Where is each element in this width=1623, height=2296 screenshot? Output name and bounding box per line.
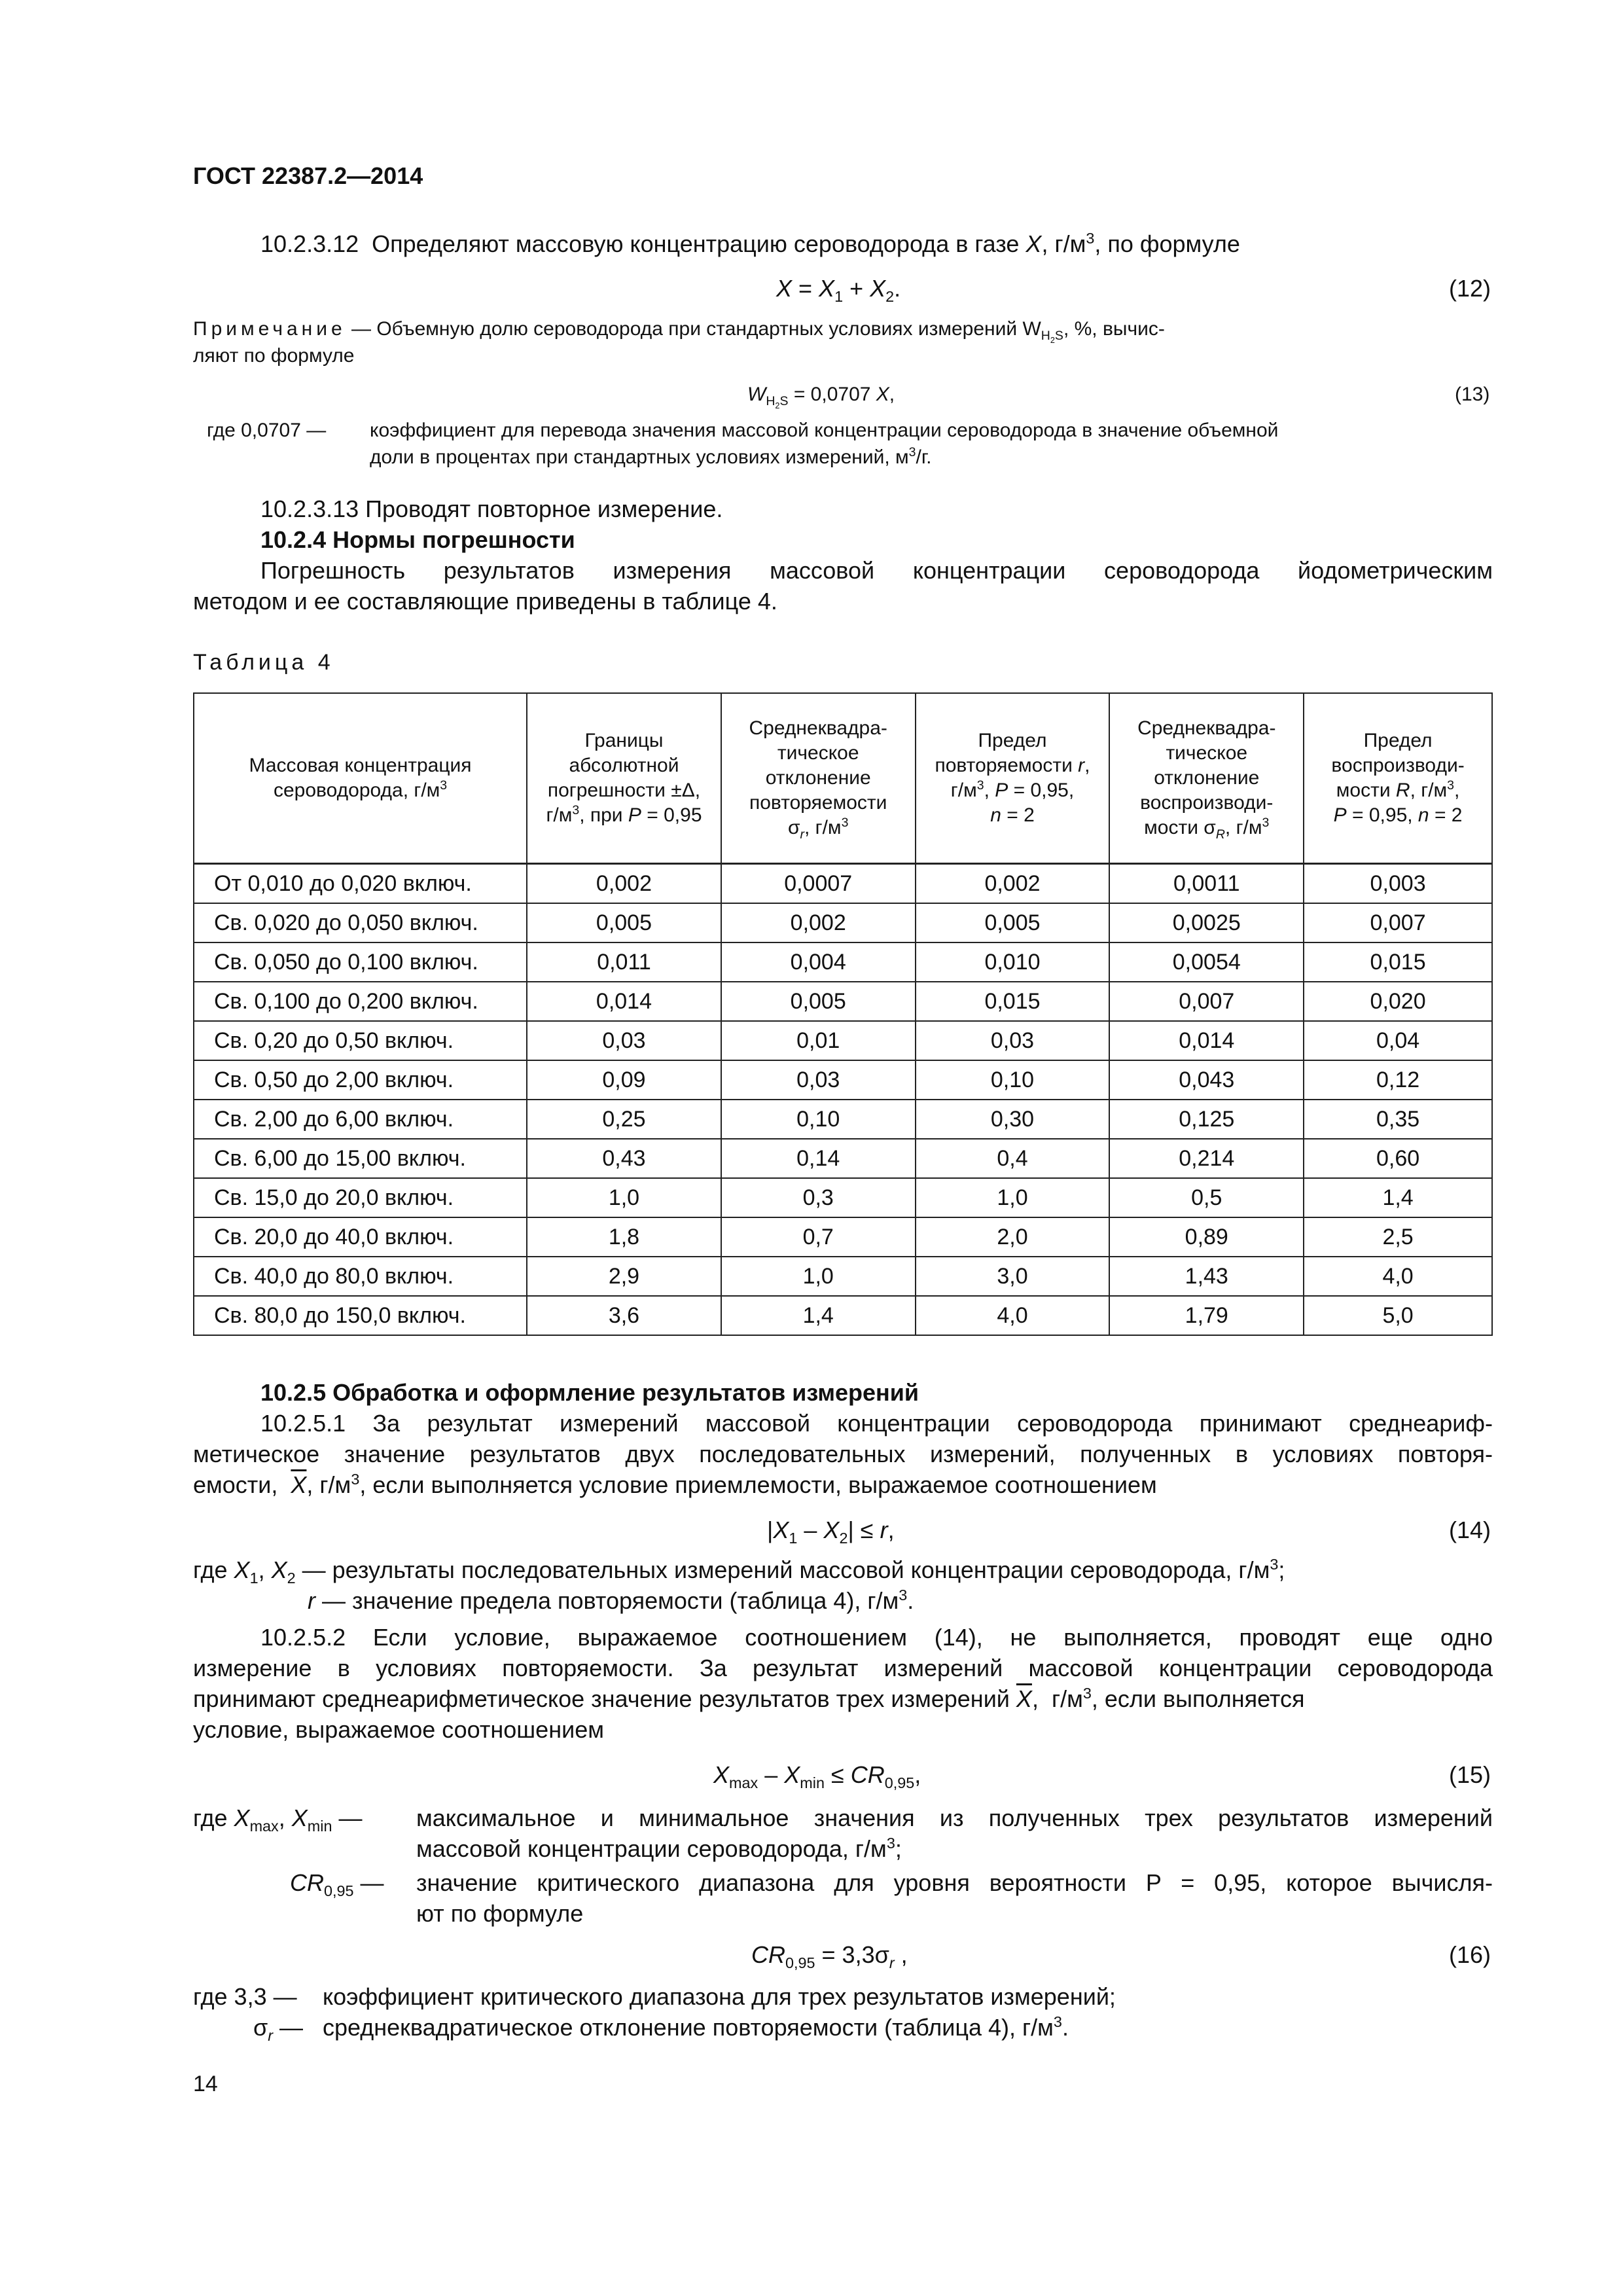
- table-cell-range: Св. 20,0 до 40,0 включ.: [194, 1217, 527, 1257]
- table-row: [194, 1021, 1492, 1060]
- note-text: — Объемную долю сероводорода при стандартных условиях измерений $W_{H_2S}$, %, вычис-: [346, 318, 1165, 345]
- formula-16-where-label-1: где 3,3 —: [193, 1983, 297, 2010]
- table-cell-value: 0,015: [916, 982, 1110, 1021]
- table-cell-range: Св. 0,050 до 0,100 включ.: [194, 942, 527, 982]
- table-cell-range: Св. 0,020 до 0,050 включ.: [194, 903, 527, 942]
- formula-15-where-text-1b: массовой концентрации сероводорода, $г/м^3$;: [416, 1835, 902, 1862]
- table-cell-value: 0,7: [721, 1217, 916, 1257]
- table-cell-value: 0,007: [1109, 982, 1304, 1021]
- table-cell-value: 0,005: [527, 903, 721, 942]
- column-header-concentration: Массовая концентрация сероводорода, $г/м^3$: [194, 693, 527, 864]
- formula-16-where-label-2: $\sigma_r$ —: [253, 2014, 304, 2045]
- formula-15-number: (15): [1449, 1761, 1491, 1788]
- formula-12: $X = X_1 + X_2$.: [776, 275, 901, 306]
- table-cell-value: 5,0: [1304, 1296, 1492, 1335]
- formula-15: $X_{max} - X_{min} \le CR_{0,95}$,: [713, 1761, 921, 1792]
- table-cell-value: 0,03: [527, 1021, 721, 1060]
- note-where-line-2: доли в процентах при стандартных условиях измерений, $м^3/г$.: [370, 445, 932, 468]
- column-header-reproducibility-limit: Предел воспроизводи- мости R, $г/м^3$, P = 0,95, n = 2: [1304, 693, 1492, 864]
- formula-14-where-line-1: где $X_1$, $X_2$ — результаты последовательных измерений массовой концентрации сероводорода, $г/м^3$;: [193, 1556, 1285, 1587]
- table-cell-value: 0,004: [721, 942, 916, 982]
- formula-14-number: (14): [1449, 1516, 1491, 1543]
- paragraph-10-2-5-2-line-4: условие, выражаемое соотношением: [193, 1716, 604, 1743]
- table-cell-value: 2,9: [527, 1257, 721, 1296]
- table-cell-value: 0,015: [1304, 942, 1492, 982]
- table-cell-value: 0,125: [1109, 1100, 1304, 1139]
- table-cell-value: 0,10: [916, 1060, 1110, 1100]
- table-cell-value: 0,25: [527, 1100, 721, 1139]
- formula-14: $|X_1 - X_2| \le r$,: [767, 1516, 895, 1547]
- formula-14-where-line-2: r — значение предела повторяемости (таблица 4), $г/м^3$.: [308, 1587, 914, 1614]
- note-line-1: [193, 318, 1165, 345]
- table-row: [194, 942, 1492, 982]
- table-cell-value: 0,011: [527, 942, 721, 982]
- table-row: [194, 1257, 1492, 1296]
- table-cell-value: 1,0: [527, 1178, 721, 1217]
- table-cell-value: 1,43: [1109, 1257, 1304, 1296]
- note-where-label: где 0,0707 —: [207, 420, 327, 441]
- table-cell-value: 0,03: [916, 1021, 1110, 1060]
- table-cell-value: 0,10: [721, 1100, 916, 1139]
- table-cell-value: 0,007: [1304, 903, 1492, 942]
- table-cell-value: 4,0: [1304, 1257, 1492, 1296]
- table-cell-value: 0,014: [1109, 1021, 1304, 1060]
- table-cell-range: Св. 0,20 до 0,50 включ.: [194, 1021, 527, 1060]
- table-cell-range: От 0,010 до 0,020 включ.: [194, 864, 527, 904]
- table-cell-value: 0,12: [1304, 1060, 1492, 1100]
- paragraph-10-2-5-2-line-1: 10.2.5.2 Если условие, выражаемое соотношением (14), не выполняется, проводят еще одно: [260, 1624, 1493, 1651]
- table-cell-value: 1,4: [721, 1296, 916, 1335]
- table-cell-value: 1,0: [721, 1257, 916, 1296]
- paragraph-10-2-5-2-line-2: измерение в условиях повторяемости. За результат измерений массовой концентрации сероводорода: [193, 1655, 1493, 1681]
- table-cell-value: 0,03: [721, 1060, 916, 1100]
- table-cell-value: 0,60: [1304, 1139, 1492, 1178]
- table-cell-value: 0,002: [916, 864, 1110, 904]
- table-cell-value: 3,0: [916, 1257, 1110, 1296]
- table-cell-value: 1,8: [527, 1217, 721, 1257]
- table-cell-value: 0,0011: [1109, 864, 1304, 904]
- table-row: [194, 1139, 1492, 1178]
- table-cell-value: 0,005: [916, 903, 1110, 942]
- table-cell-value: 0,002: [527, 864, 721, 904]
- section-10-2-4-line-1: Погрешность результатов измерения массовой концентрации сероводорода йодометрическим: [260, 557, 1493, 584]
- formula-13-number: (13): [1455, 384, 1490, 405]
- table-cell-value: 2,5: [1304, 1217, 1492, 1257]
- table-cell-value: 1,4: [1304, 1178, 1492, 1217]
- table-cell-value: 0,043: [1109, 1060, 1304, 1100]
- table-cell-value: 0,002: [721, 903, 916, 942]
- formula-13: $W_{H_2S} = 0,0707$ X,: [747, 384, 895, 410]
- table-cell-value: 0,89: [1109, 1217, 1304, 1257]
- table-cell-value: 0,0007: [721, 864, 916, 904]
- formula-15-where-label-1: где $X_{max}$, $X_{min}$ —: [193, 1804, 363, 1835]
- section-10-2-4-line-2: методом и ее составляющие приведены в таблице 4.: [193, 588, 777, 615]
- table-row: [194, 1060, 1492, 1100]
- table-cell-value: 0,0054: [1109, 942, 1304, 982]
- note-line-2: ляют по формуле: [193, 345, 355, 367]
- table-cell-value: 0,01: [721, 1021, 916, 1060]
- table-cell-value: 0,014: [527, 982, 721, 1021]
- table-cell-range: Св. 0,100 до 0,200 включ.: [194, 982, 527, 1021]
- table-cell-value: 0,0025: [1109, 903, 1304, 942]
- formula-15-where-text-2: значение критического диапазона для уровня вероятности P = 0,95, которое вычисля-: [416, 1869, 1493, 1896]
- page-number: 14: [193, 2072, 218, 2096]
- table-cell-range: Св. 0,50 до 2,00 включ.: [194, 1060, 527, 1100]
- table-header-row: [194, 693, 1492, 864]
- table-body: [194, 864, 1492, 1336]
- table-row: [194, 982, 1492, 1021]
- column-header-repeatability-sd: Среднеквадра- тическое отклонение повторяемости $\sigma_r$, $г/м^3$: [721, 693, 916, 864]
- table-cell-value: 0,010: [916, 942, 1110, 982]
- table-cell-value: 0,020: [1304, 982, 1492, 1021]
- table-cell-value: 0,4: [916, 1139, 1110, 1178]
- table-row: [194, 1217, 1492, 1257]
- section-10-2-4-title: 10.2.4 Нормы погрешности: [260, 526, 575, 553]
- table-cell-value: 1,79: [1109, 1296, 1304, 1335]
- formula-15-where-text-1: максимальное и минимальное значения из полученных трех результатов измерений: [416, 1804, 1493, 1831]
- note-label: Примечание: [193, 318, 346, 340]
- formula-16-where-text-2: среднеквадратическое отклонение повторяемости (таблица 4), $г/м^3$.: [323, 2013, 1069, 2041]
- table-cell-value: 0,3: [721, 1178, 916, 1217]
- formula-16-number: (16): [1449, 1941, 1491, 1968]
- formula-15-where-text-2b: ют по формуле: [416, 1900, 584, 1927]
- table-cell-value: 0,35: [1304, 1100, 1492, 1139]
- table-row: [194, 1296, 1492, 1335]
- paragraph-10-2-5-1-line-1: 10.2.5.1 За результат измерений массовой концентрации сероводорода принимают среднеариф-: [260, 1410, 1493, 1437]
- table-cell-value: 0,09: [527, 1060, 721, 1100]
- section-10-2-5-title: 10.2.5 Обработка и оформление результатов измерений: [260, 1379, 919, 1406]
- column-header-repeatability-limit: Предел повторяемости r, $г/м^3$, P = 0,95, n = 2: [916, 693, 1110, 864]
- table-cell-value: 0,214: [1109, 1139, 1304, 1178]
- table-cell-value: 0,003: [1304, 864, 1492, 904]
- table-row: [194, 1178, 1492, 1217]
- table-4: [193, 692, 1493, 1336]
- formula-16: $CR_{0,95} = 3,3\sigma_r$ ,: [751, 1941, 908, 1972]
- table-cell-value: 2,0: [916, 1217, 1110, 1257]
- table-row: [194, 864, 1492, 904]
- table-cell-value: 0,30: [916, 1100, 1110, 1139]
- column-header-error-bounds: Границы абсолютной погрешности ±Δ, $г/м^3$, при P = 0,95: [527, 693, 721, 864]
- table-cell-value: 0,43: [527, 1139, 721, 1178]
- table-cell-value: 0,005: [721, 982, 916, 1021]
- table-cell-value: 0,5: [1109, 1178, 1304, 1217]
- formula-12-number: (12): [1449, 275, 1491, 302]
- paragraph-10-2-5-1-line-2: метическое значение результатов двух последовательных измерений, полученных в условиях повторя-: [193, 1441, 1493, 1467]
- paragraph-10-2-3-13: 10.2.3.13 Проводят повторное измерение.: [260, 495, 723, 522]
- table-cell-value: 0,14: [721, 1139, 916, 1178]
- table-cell-value: 4,0: [916, 1296, 1110, 1335]
- paragraph-10-2-3-12: 10.2.3.12 Определяют массовую концентрацию сероводорода в газе X, $г/м^3$, по формуле: [260, 230, 1240, 257]
- table-cell-value: 1,0: [916, 1178, 1110, 1217]
- column-header-reproducibility-sd: Среднеквадра- тическое отклонение воспроизводи- мости $\sigma_R$, $г/м^3$: [1109, 693, 1304, 864]
- table-cell-value: 0,04: [1304, 1021, 1492, 1060]
- document-code: ГОСТ 22387.2—2014: [193, 162, 423, 189]
- table-4-caption: Таблица 4: [193, 650, 334, 675]
- table-cell-value: 3,6: [527, 1296, 721, 1335]
- table-row: [194, 1100, 1492, 1139]
- table-cell-range: Св. 2,00 до 6,00 включ.: [194, 1100, 527, 1139]
- table-cell-range: Св. 6,00 до 15,00 включ.: [194, 1139, 527, 1178]
- formula-16-where-text-1: коэффициент критического диапазона для трех результатов измерений;: [323, 1983, 1116, 2010]
- paragraph-10-2-5-1-line-3: емости, $\overline{X}$, $г/м^3$, если выполняется условие приемлемости, выражаемое соотношением: [193, 1471, 1157, 1498]
- formula-15-where-label-2: $CR_{0,95}$ —: [290, 1869, 384, 1900]
- table-cell-range: Св. 80,0 до 150,0 включ.: [194, 1296, 527, 1335]
- paragraph-10-2-5-2-line-3: принимают среднеарифметическое значение результатов трех измерений $\overline{X}$, $г/м^3$, если выполняется: [193, 1685, 1305, 1712]
- table-cell-range: Св. 15,0 до 20,0 включ.: [194, 1178, 527, 1217]
- note-where-line-1: коэффициент для перевода значения массовой концентрации сероводорода в значение объемной: [370, 420, 1279, 441]
- table-row: [194, 903, 1492, 942]
- table-cell-range: Св. 40,0 до 80,0 включ.: [194, 1257, 527, 1296]
